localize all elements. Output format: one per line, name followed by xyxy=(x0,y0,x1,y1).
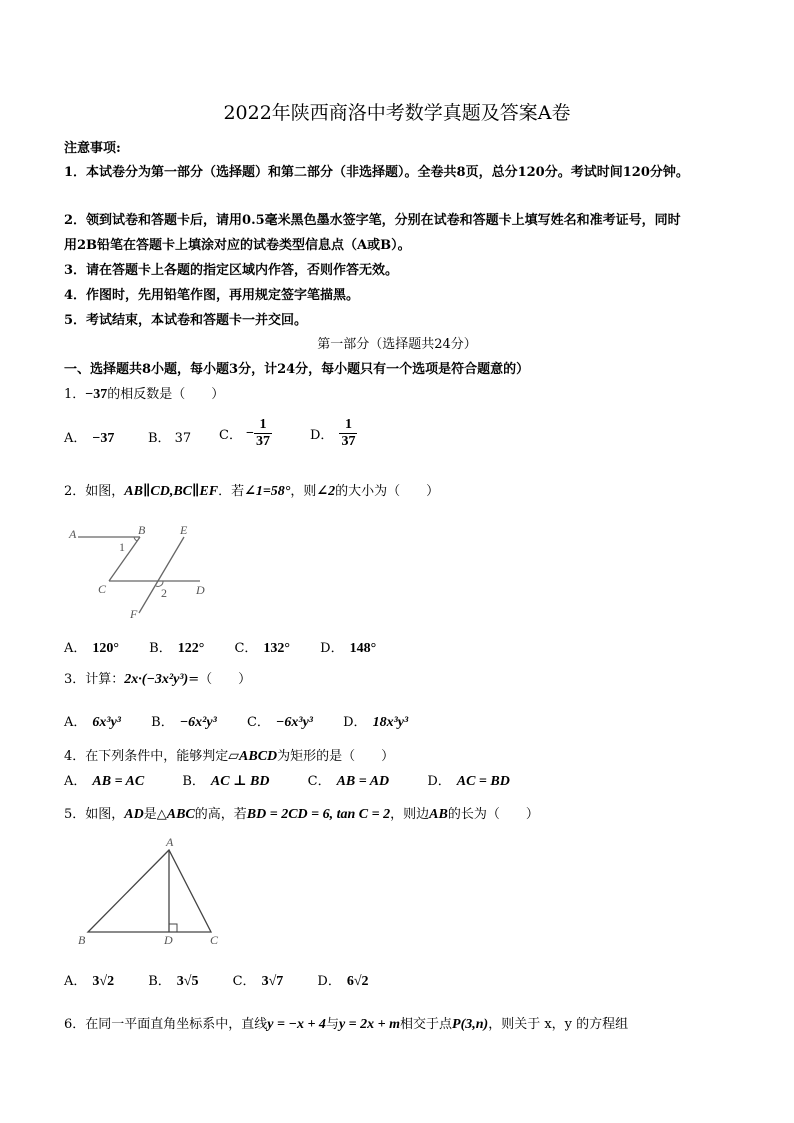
notice-item-5: 5．考试结束，本试卷和答题卡一并交回。 xyxy=(64,313,308,328)
q4-math: ▱ABCD xyxy=(228,749,278,764)
q2-text-2: ，则 xyxy=(290,484,317,499)
q3-stem-text: =（ ） xyxy=(188,672,252,687)
q5-text-1: 是△ xyxy=(143,807,167,822)
q3-c-value: −6x³y³ xyxy=(275,715,313,730)
q2-math-3: ∠2 xyxy=(316,484,336,499)
q1-b-value: 37 xyxy=(174,431,192,446)
q2-label-a: A xyxy=(69,527,77,541)
q3-option-c xyxy=(247,711,313,731)
q2-options xyxy=(64,637,376,657)
q2-label-2: 2 xyxy=(161,586,167,600)
q3-stem xyxy=(64,668,251,688)
q4-num: 4．在下列条件中，能够判定 xyxy=(64,749,229,764)
q3-options xyxy=(64,711,408,731)
q2-c-label: C． xyxy=(234,641,258,656)
q2-label-c: C xyxy=(98,582,107,596)
q2-a-value: 120° xyxy=(92,641,119,656)
q6-num: 6．在同一平面直角坐标系中，直线 xyxy=(64,1017,268,1032)
part1-title: 第一部分（选择题共24分） xyxy=(317,337,477,352)
q5-math-2: ABC xyxy=(166,807,195,822)
q5-a-value: 3√2 xyxy=(92,974,115,989)
q1-c-label: C． xyxy=(219,428,242,443)
q5-math-1: AD xyxy=(124,807,144,822)
q5-c-label: C． xyxy=(232,974,256,989)
section1-heading: 一、选择题共8小题，每小题3分，计24分，每小题只有一个选项是符合题意的） xyxy=(64,362,530,377)
q1-d-num: 1 xyxy=(339,417,357,434)
q5-d-label: D． xyxy=(317,974,341,989)
q6-text-2: 相交于点 xyxy=(400,1017,453,1032)
q2-option-b xyxy=(149,637,204,657)
q4-c-label: C． xyxy=(307,774,331,789)
q1-option-d xyxy=(310,417,357,450)
q5-c-value: 3√7 xyxy=(261,974,284,989)
q3-a-label: A． xyxy=(64,715,87,730)
q5-figure xyxy=(64,834,234,950)
q3-d-label: D． xyxy=(343,715,367,730)
q6-text-1: 与 xyxy=(325,1017,339,1032)
q3-num: 3．计算： xyxy=(64,672,125,687)
q5-math-3: BD = 2CD = 6, tan C = 2 xyxy=(246,807,391,822)
q2-c-value: 132° xyxy=(263,641,291,656)
q4-option-d xyxy=(427,770,510,790)
q3-b-value: −6x²y³ xyxy=(179,715,217,730)
q1-num: 1． xyxy=(64,387,86,402)
notice-item-4: 4．作图时，先用铅笔作图，再用规定签字笔描黑。 xyxy=(64,288,360,303)
q6-math-1: y = −x + 4 xyxy=(267,1017,326,1032)
q1-d-label: D． xyxy=(310,428,334,443)
q1-c-sign: − xyxy=(245,425,254,441)
q5-b-value: 3√5 xyxy=(176,974,199,989)
q4-d-value: AC = BD xyxy=(456,774,510,789)
q5-triangle-abc xyxy=(88,850,211,932)
q5-label-b: B xyxy=(78,933,86,947)
notice-item-2-cont: 用2B铅笔在答题卡上填涂对应的试卷类型信息点（A或B）。 xyxy=(64,238,411,253)
notice-heading: 注意事项: xyxy=(64,141,121,156)
q5-option-b xyxy=(148,970,198,990)
q2-math-1: AB∥CD,BC∥EF xyxy=(124,484,219,499)
q2-line-ef xyxy=(139,537,184,613)
q3-option-a xyxy=(64,711,121,731)
q2-option-d xyxy=(320,637,376,657)
q4-stem-text: 为矩形的是（ ） xyxy=(277,749,395,764)
q6-math-3: P(3,n) xyxy=(452,1017,489,1032)
q2-figure xyxy=(64,520,214,622)
q2-b-value: 122° xyxy=(177,641,205,656)
q2-math-2: ∠1=58° xyxy=(244,484,291,499)
q2-option-a xyxy=(64,637,119,657)
q1-a-value: −37 xyxy=(92,431,115,446)
q1-d-fraction xyxy=(339,417,357,450)
notice-item-1: 1．本试卷分为第一部分（选择题）和第二部分（非选择题）。全卷共8页，总分120分。考试时间120分钟。 xyxy=(64,165,689,180)
q5-label-d: D xyxy=(164,933,173,947)
notice-item-2: 2．领到试卷和答题卡后，请用0.5毫米黑色墨水签字笔，分别在试卷和答题卡上填写姓名和准考证号，同时 xyxy=(64,213,681,228)
q5-stem xyxy=(64,803,539,823)
q1-stem xyxy=(64,383,224,403)
q2-num: 2．如图， xyxy=(64,484,125,499)
q3-option-b xyxy=(151,711,217,731)
q1-d-den: 37 xyxy=(341,434,356,449)
q3-b-label: B． xyxy=(151,715,174,730)
q1-c-num: 1 xyxy=(254,417,272,434)
q5-options xyxy=(64,970,369,990)
q4-options xyxy=(64,770,510,790)
q6-math-2: y = 2x + m xyxy=(338,1017,401,1032)
q5-d-value: 6√2 xyxy=(346,974,369,989)
q2-label-b: B xyxy=(138,523,146,537)
q5-num: 5．如图， xyxy=(64,807,125,822)
q2-d-label: D． xyxy=(320,641,344,656)
q4-stem xyxy=(64,745,394,765)
q5-math-4: AB xyxy=(429,807,448,822)
q2-b-label: B． xyxy=(149,641,172,656)
q4-option-c xyxy=(308,770,390,790)
q3-d-value: 18x³y³ xyxy=(372,715,409,730)
q6-stem xyxy=(64,1013,628,1033)
q4-option-a xyxy=(64,770,144,790)
q3-a-value: 6x³y³ xyxy=(92,715,121,730)
q4-option-b xyxy=(182,770,269,790)
q5-option-d xyxy=(317,970,368,990)
q5-label-c: C xyxy=(210,933,219,947)
q5-text-4: 的长为（ ） xyxy=(447,807,539,822)
q5-b-label: B． xyxy=(148,974,171,989)
q3-math: 2x·(−3x²y³) xyxy=(124,672,189,687)
q3-option-d xyxy=(343,711,408,731)
q1-option-c xyxy=(219,417,272,450)
q1-stem-text: 的相反数是（ ） xyxy=(107,387,225,402)
q2-text-3: 的大小为（ ） xyxy=(335,484,440,499)
q2-label-e: E xyxy=(180,523,188,537)
q2-option-c xyxy=(234,637,290,657)
q4-d-label: D． xyxy=(427,774,451,789)
notice-item-3: 3．请在答题卡上各题的指定区域内作答，否则作答无效。 xyxy=(64,263,399,278)
q4-b-label: B． xyxy=(182,774,205,789)
q1-a-label: A． xyxy=(64,431,87,446)
q2-text-1: ．若 xyxy=(218,484,245,499)
q1-option-b xyxy=(148,427,191,446)
q5-option-c xyxy=(233,970,284,990)
q4-a-value: AB = AC xyxy=(92,774,145,789)
q1-b-label: B． xyxy=(148,431,171,446)
q4-b-value: AC ⊥ BD xyxy=(210,774,270,789)
q1-c-fraction xyxy=(254,417,272,450)
q5-a-label: A． xyxy=(64,974,87,989)
q1-option-a xyxy=(64,427,114,447)
q1-c-den: 37 xyxy=(255,434,270,449)
q5-label-a: A xyxy=(166,835,174,849)
q5-text-3: ，则边 xyxy=(390,807,430,822)
q5-text-2: 的高，若 xyxy=(194,807,247,822)
q2-label-f: F xyxy=(130,607,138,621)
q5-option-a xyxy=(64,970,114,990)
q4-c-value: AB = AD xyxy=(336,774,390,789)
q2-label-1: 1 xyxy=(119,540,125,554)
q4-a-label: A． xyxy=(64,774,87,789)
q2-label-d: D xyxy=(196,583,205,597)
q3-c-label: C． xyxy=(246,715,270,730)
page-title: 2022年陕西商洛中考数学真题及答案A卷 xyxy=(223,102,571,124)
q1-math: −37 xyxy=(85,387,108,402)
q2-d-value: 148° xyxy=(349,641,377,656)
q2-stem xyxy=(64,480,439,500)
q5-right-angle-mark xyxy=(169,924,177,932)
q2-a-label: A． xyxy=(64,641,87,656)
q6-text-3: ，则关于 x，y 的方程组 xyxy=(488,1017,629,1032)
